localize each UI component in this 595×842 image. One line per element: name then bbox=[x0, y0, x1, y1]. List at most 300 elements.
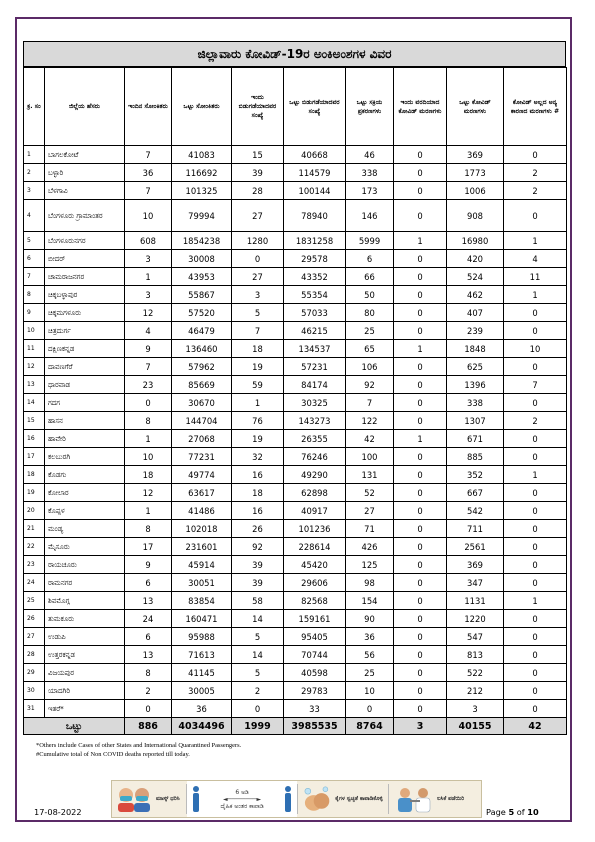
cell-today-cases: 7 bbox=[125, 182, 172, 200]
cell-non-covid-deaths: 2 bbox=[504, 412, 567, 430]
vaccination-icon bbox=[393, 785, 433, 813]
cell-total-cases: 144704 bbox=[172, 412, 232, 430]
table-row bbox=[24, 538, 567, 556]
cell-today-cases: 608 bbox=[125, 232, 172, 250]
cell-total-deaths: 347 bbox=[447, 574, 504, 592]
table-row bbox=[24, 448, 567, 466]
table-row bbox=[24, 502, 567, 520]
cell-sno: 20 bbox=[24, 502, 45, 520]
cell-active: 125 bbox=[346, 556, 394, 574]
cell-today-discharged: 27 bbox=[232, 268, 284, 286]
cell-sno: 15 bbox=[24, 412, 45, 430]
cell-active: 154 bbox=[346, 592, 394, 610]
person-left-icon bbox=[191, 785, 201, 813]
cell-today-cases: 8 bbox=[125, 520, 172, 538]
cell-today-discharged: 5 bbox=[232, 304, 284, 322]
cell-total-discharged: 84174 bbox=[284, 376, 346, 394]
cell-active: 98 bbox=[346, 574, 394, 592]
cell-sno: 7 bbox=[24, 268, 45, 286]
cell-district: ಕಲಬುರಗಿ bbox=[45, 448, 125, 466]
cell-today-discharged: 14 bbox=[232, 646, 284, 664]
cell-total-deaths: 1307 bbox=[447, 412, 504, 430]
cell-total-cases: 30051 bbox=[172, 574, 232, 592]
cell-active: 146 bbox=[346, 200, 394, 232]
cell-total-cases: 30005 bbox=[172, 682, 232, 700]
cell-active: 100 bbox=[346, 448, 394, 466]
table-row bbox=[24, 394, 567, 412]
cell-today-discharged: 15 bbox=[232, 146, 284, 164]
cell-total-discharged: 40917 bbox=[284, 502, 346, 520]
cell-non-covid-deaths: 1 bbox=[504, 232, 567, 250]
cell-total-discharged: 78940 bbox=[284, 200, 346, 232]
cell-district: ಬೆಳಗಾವಿ bbox=[45, 182, 125, 200]
cell-today-deaths: 0 bbox=[394, 466, 447, 484]
cell-district: ಹಾಸನ bbox=[45, 412, 125, 430]
cell-total-discharged: 228614 bbox=[284, 538, 346, 556]
cell-today-cases: 3 bbox=[125, 250, 172, 268]
cell-today-cases: 12 bbox=[125, 304, 172, 322]
cell-total-discharged: 29578 bbox=[284, 250, 346, 268]
cell-total-deaths: 1006 bbox=[447, 182, 504, 200]
cell-today-deaths: 0 bbox=[394, 574, 447, 592]
cell-today-cases: 0 bbox=[125, 394, 172, 412]
cell-non-covid-deaths: 11 bbox=[504, 268, 567, 286]
cell-today-discharged: 92 bbox=[232, 538, 284, 556]
table-row bbox=[24, 430, 567, 448]
cell-sno: 31 bbox=[24, 700, 45, 718]
banner-mask-section bbox=[112, 781, 186, 817]
cell-today-cases: 7 bbox=[125, 358, 172, 376]
cell-today-discharged: 26 bbox=[232, 520, 284, 538]
cell-non-covid-deaths: 0 bbox=[504, 664, 567, 682]
cell-non-covid-deaths: 1 bbox=[504, 466, 567, 484]
cell-today-deaths: 0 bbox=[394, 268, 447, 286]
total-total-deaths: 40155 bbox=[447, 718, 504, 735]
header-active: ಒಟ್ಟು ಸಕ್ರಿಯ ಪ್ರಕರಣಗಳು bbox=[346, 68, 394, 146]
cell-district: ಬಾಗಲಕೋಟೆ bbox=[45, 146, 125, 164]
cell-non-covid-deaths: 0 bbox=[504, 146, 567, 164]
cell-total-cases: 27068 bbox=[172, 430, 232, 448]
cell-active: 5999 bbox=[346, 232, 394, 250]
cell-total-cases: 1854238 bbox=[172, 232, 232, 250]
cell-total-discharged: 57033 bbox=[284, 304, 346, 322]
cell-district: ವಿಜಯಪುರ bbox=[45, 664, 125, 682]
cell-total-cases: 57520 bbox=[172, 304, 232, 322]
cell-total-cases: 30008 bbox=[172, 250, 232, 268]
cell-total-deaths: 338 bbox=[447, 394, 504, 412]
cell-sno: 13 bbox=[24, 376, 45, 394]
cell-total-cases: 77231 bbox=[172, 448, 232, 466]
report-date: 17-08-2022 bbox=[34, 807, 82, 817]
cell-today-cases: 7 bbox=[125, 146, 172, 164]
cell-sno: 11 bbox=[24, 340, 45, 358]
cell-district: ಇತರೆ* bbox=[45, 700, 125, 718]
cell-active: 52 bbox=[346, 484, 394, 502]
table-header-row bbox=[24, 68, 567, 146]
cell-today-deaths: 0 bbox=[394, 700, 447, 718]
banner-distance-section bbox=[187, 781, 297, 817]
cell-total-deaths: 420 bbox=[447, 250, 504, 268]
cell-active: 80 bbox=[346, 304, 394, 322]
cell-today-discharged: 59 bbox=[232, 376, 284, 394]
cell-active: 173 bbox=[346, 182, 394, 200]
cell-today-discharged: 5 bbox=[232, 664, 284, 682]
cell-total-discharged: 62898 bbox=[284, 484, 346, 502]
cell-total-deaths: 212 bbox=[447, 682, 504, 700]
header-total-cases: ಒಟ್ಟು ಸೋಂಕಿತರು bbox=[172, 68, 232, 146]
cell-non-covid-deaths: 4 bbox=[504, 250, 567, 268]
cell-today-cases: 18 bbox=[125, 466, 172, 484]
cell-total-cases: 136460 bbox=[172, 340, 232, 358]
cell-total-discharged: 46215 bbox=[284, 322, 346, 340]
total-total-discharged: 3985535 bbox=[284, 718, 346, 735]
cell-total-cases: 49774 bbox=[172, 466, 232, 484]
cell-today-cases: 12 bbox=[125, 484, 172, 502]
cell-non-covid-deaths: 1 bbox=[504, 592, 567, 610]
cell-non-covid-deaths: 0 bbox=[504, 502, 567, 520]
cell-today-cases: 23 bbox=[125, 376, 172, 394]
cell-total-deaths: 1773 bbox=[447, 164, 504, 182]
table-row bbox=[24, 682, 567, 700]
cell-total-discharged: 30325 bbox=[284, 394, 346, 412]
cell-active: 66 bbox=[346, 268, 394, 286]
footnotes bbox=[36, 741, 241, 759]
cell-sno: 10 bbox=[24, 322, 45, 340]
cell-non-covid-deaths: 0 bbox=[504, 322, 567, 340]
cell-today-cases: 2 bbox=[125, 682, 172, 700]
cell-non-covid-deaths: 0 bbox=[504, 700, 567, 718]
cell-district: ಬಳ್ಳಾರಿ bbox=[45, 164, 125, 182]
cell-today-cases: 8 bbox=[125, 664, 172, 682]
cell-district: ಮೈಸೂರು bbox=[45, 538, 125, 556]
cell-non-covid-deaths: 1 bbox=[504, 286, 567, 304]
cell-today-deaths: 0 bbox=[394, 520, 447, 538]
cell-active: 338 bbox=[346, 164, 394, 182]
header-sno: ಕ್ರ. ಸಂ bbox=[24, 68, 45, 146]
cell-sno: 17 bbox=[24, 448, 45, 466]
cell-today-deaths: 1 bbox=[394, 430, 447, 448]
cell-non-covid-deaths: 0 bbox=[504, 538, 567, 556]
cell-active: 50 bbox=[346, 286, 394, 304]
cell-total-cases: 63617 bbox=[172, 484, 232, 502]
cell-active: 90 bbox=[346, 610, 394, 628]
cell-today-cases: 1 bbox=[125, 502, 172, 520]
cell-district: ಗದಗ bbox=[45, 394, 125, 412]
cell-today-deaths: 0 bbox=[394, 502, 447, 520]
table-row bbox=[24, 164, 567, 182]
table-row bbox=[24, 200, 567, 232]
total-today-deaths: 3 bbox=[394, 718, 447, 735]
cell-non-covid-deaths: 10 bbox=[504, 340, 567, 358]
cell-active: 25 bbox=[346, 664, 394, 682]
table-row bbox=[24, 484, 567, 502]
banner-wash-label: ಕೈಗಳ ಸ್ವಚ್ಛತೆ ಕಾಪಾಡಿಕೊಳ್ಳಿ bbox=[335, 795, 383, 802]
cell-today-deaths: 0 bbox=[394, 376, 447, 394]
page-number bbox=[486, 807, 539, 817]
cell-total-deaths: 885 bbox=[447, 448, 504, 466]
cell-active: 6 bbox=[346, 250, 394, 268]
cell-total-discharged: 143273 bbox=[284, 412, 346, 430]
cell-today-cases: 1 bbox=[125, 268, 172, 286]
cell-today-cases: 4 bbox=[125, 322, 172, 340]
cell-sno: 4 bbox=[24, 200, 45, 232]
cell-total-deaths: 3 bbox=[447, 700, 504, 718]
cell-total-discharged: 159161 bbox=[284, 610, 346, 628]
cell-active: 46 bbox=[346, 146, 394, 164]
cell-total-deaths: 671 bbox=[447, 430, 504, 448]
table-row bbox=[24, 322, 567, 340]
cell-total-cases: 57962 bbox=[172, 358, 232, 376]
district-covid-table bbox=[23, 67, 567, 735]
cell-total-deaths: 1220 bbox=[447, 610, 504, 628]
cell-today-discharged: 39 bbox=[232, 164, 284, 182]
cell-today-cases: 0 bbox=[125, 700, 172, 718]
cell-total-discharged: 29783 bbox=[284, 682, 346, 700]
cell-non-covid-deaths: 0 bbox=[504, 448, 567, 466]
cell-non-covid-deaths: 0 bbox=[504, 556, 567, 574]
banner-distance-bottom: ದೈಹಿಕ ಅಂತರ ಕಾಪಾಡಿ bbox=[220, 802, 264, 810]
cell-today-cases: 6 bbox=[125, 574, 172, 592]
cell-district: ಚಿಕ್ಕಮಗಳೂರು bbox=[45, 304, 125, 322]
cell-total-discharged: 43352 bbox=[284, 268, 346, 286]
cell-today-discharged: 7 bbox=[232, 322, 284, 340]
cell-district: ಕೊಡಗು bbox=[45, 466, 125, 484]
banner-distance-top: 6 ಅಡಿ bbox=[235, 788, 249, 796]
cell-today-discharged: 27 bbox=[232, 200, 284, 232]
cell-non-covid-deaths: 0 bbox=[504, 574, 567, 592]
cell-today-deaths: 0 bbox=[394, 448, 447, 466]
cell-sno: 24 bbox=[24, 574, 45, 592]
cell-today-deaths: 0 bbox=[394, 358, 447, 376]
cell-today-discharged: 19 bbox=[232, 430, 284, 448]
cell-district: ಮಂಡ್ಯ bbox=[45, 520, 125, 538]
cell-today-deaths: 0 bbox=[394, 592, 447, 610]
cell-today-deaths: 0 bbox=[394, 538, 447, 556]
header-non-covid-deaths: ಕೋವಿಡ್ ಅಲ್ಲದ ಅನ್ಯ ಕಾರಣದ ಮರಣಗಳು # bbox=[504, 68, 567, 146]
cell-active: 131 bbox=[346, 466, 394, 484]
page-current: 5 bbox=[508, 807, 515, 817]
banner-mask-label: ಮಾಸ್ಕ್ ಧರಿಸಿ bbox=[156, 795, 180, 802]
cell-total-deaths: 625 bbox=[447, 358, 504, 376]
table-row bbox=[24, 412, 567, 430]
cell-today-deaths: 1 bbox=[394, 232, 447, 250]
cell-today-discharged: 1280 bbox=[232, 232, 284, 250]
cell-total-deaths: 407 bbox=[447, 304, 504, 322]
cell-today-cases: 13 bbox=[125, 592, 172, 610]
table-row bbox=[24, 592, 567, 610]
cell-today-discharged: 16 bbox=[232, 502, 284, 520]
cell-total-cases: 85669 bbox=[172, 376, 232, 394]
cell-district: ಬೀದರ್ bbox=[45, 250, 125, 268]
total-today-cases: 886 bbox=[125, 718, 172, 735]
cell-today-cases: 6 bbox=[125, 628, 172, 646]
cell-non-covid-deaths: 0 bbox=[504, 610, 567, 628]
footnote-others: *Others include Cases of other States and International Quarantined Passengers. bbox=[36, 742, 242, 749]
cell-sno: 19 bbox=[24, 484, 45, 502]
cell-district: ರಾಯಚೂರು bbox=[45, 556, 125, 574]
cell-total-cases: 116692 bbox=[172, 164, 232, 182]
table-row bbox=[24, 466, 567, 484]
cell-district: ಹಾವೇರಿ bbox=[45, 430, 125, 448]
cell-sno: 25 bbox=[24, 592, 45, 610]
cell-total-cases: 79994 bbox=[172, 200, 232, 232]
cell-today-deaths: 0 bbox=[394, 146, 447, 164]
header-today-deaths: ಇಂದು ವರದಿಯಾದ ಕೋವಿಡ್ ಮರಣಗಳು bbox=[394, 68, 447, 146]
cell-district: ರಾಮನಗರ bbox=[45, 574, 125, 592]
cell-active: 65 bbox=[346, 340, 394, 358]
cell-non-covid-deaths: 0 bbox=[504, 358, 567, 376]
table-row bbox=[24, 358, 567, 376]
cell-sno: 18 bbox=[24, 466, 45, 484]
report-title: ಜಿಲ್ಲಾವಾರು ಕೋವಿಡ್-19ರ ಅಂಕಿಅಂಶಗಳ ವಿವರ bbox=[23, 41, 566, 67]
cell-today-discharged: 0 bbox=[232, 250, 284, 268]
total-today-discharged: 1999 bbox=[232, 718, 284, 735]
cell-total-discharged: 95405 bbox=[284, 628, 346, 646]
cell-today-discharged: 39 bbox=[232, 556, 284, 574]
cell-sno: 5 bbox=[24, 232, 45, 250]
cell-district: ಯಾದಗಿರಿ bbox=[45, 682, 125, 700]
table-row bbox=[24, 340, 567, 358]
person-right-icon bbox=[283, 785, 293, 813]
cell-today-cases: 36 bbox=[125, 164, 172, 182]
cell-district: ದಕ್ಷಿಣಕನ್ನಡ bbox=[45, 340, 125, 358]
header-district: ಜಿಲ್ಲೆಯ ಹೆಸರು bbox=[45, 68, 125, 146]
cell-total-deaths: 524 bbox=[447, 268, 504, 286]
cell-sno: 14 bbox=[24, 394, 45, 412]
total-label: ಒಟ್ಟು bbox=[24, 718, 125, 735]
table-row bbox=[24, 376, 567, 394]
cell-today-deaths: 1 bbox=[394, 340, 447, 358]
cell-total-deaths: 352 bbox=[447, 466, 504, 484]
cell-sno: 22 bbox=[24, 538, 45, 556]
cell-total-deaths: 16980 bbox=[447, 232, 504, 250]
page-of: of bbox=[514, 807, 528, 817]
cell-sno: 1 bbox=[24, 146, 45, 164]
table-row bbox=[24, 664, 567, 682]
cell-active: 56 bbox=[346, 646, 394, 664]
cell-active: 36 bbox=[346, 628, 394, 646]
cell-active: 122 bbox=[346, 412, 394, 430]
cell-district: ಚಿತ್ರದುರ್ಗ bbox=[45, 322, 125, 340]
table-row bbox=[24, 574, 567, 592]
cell-today-discharged: 19 bbox=[232, 358, 284, 376]
cell-non-covid-deaths: 0 bbox=[504, 394, 567, 412]
cell-total-discharged: 57231 bbox=[284, 358, 346, 376]
cell-today-discharged: 2 bbox=[232, 682, 284, 700]
cell-total-deaths: 1131 bbox=[447, 592, 504, 610]
cell-today-discharged: 39 bbox=[232, 574, 284, 592]
page-prefix: Page bbox=[486, 807, 509, 817]
cell-today-cases: 8 bbox=[125, 412, 172, 430]
cell-non-covid-deaths: 0 bbox=[504, 484, 567, 502]
cell-total-deaths: 1396 bbox=[447, 376, 504, 394]
page-total: 10 bbox=[527, 807, 539, 817]
cell-non-covid-deaths: 0 bbox=[504, 304, 567, 322]
cell-today-deaths: 0 bbox=[394, 610, 447, 628]
footnote-non-covid: #Cumulative total of Non COVID deaths reported till today. bbox=[36, 751, 190, 758]
total-active: 8764 bbox=[346, 718, 394, 735]
cell-total-deaths: 667 bbox=[447, 484, 504, 502]
cell-total-cases: 36 bbox=[172, 700, 232, 718]
cell-today-deaths: 0 bbox=[394, 304, 447, 322]
cell-today-deaths: 0 bbox=[394, 200, 447, 232]
cell-total-cases: 83854 bbox=[172, 592, 232, 610]
cell-total-cases: 160471 bbox=[172, 610, 232, 628]
cell-non-covid-deaths: 0 bbox=[504, 520, 567, 538]
cell-total-cases: 101325 bbox=[172, 182, 232, 200]
cell-sno: 16 bbox=[24, 430, 45, 448]
cell-active: 71 bbox=[346, 520, 394, 538]
cell-total-deaths: 239 bbox=[447, 322, 504, 340]
cell-today-deaths: 0 bbox=[394, 646, 447, 664]
cell-total-deaths: 369 bbox=[447, 556, 504, 574]
distance-arrow-icon: ◄────────► bbox=[223, 795, 262, 803]
cell-total-cases: 231601 bbox=[172, 538, 232, 556]
cell-today-discharged: 5 bbox=[232, 628, 284, 646]
cell-today-discharged: 16 bbox=[232, 466, 284, 484]
cell-non-covid-deaths: 0 bbox=[504, 628, 567, 646]
cell-total-deaths: 1848 bbox=[447, 340, 504, 358]
cell-non-covid-deaths: 7 bbox=[504, 376, 567, 394]
cell-today-discharged: 32 bbox=[232, 448, 284, 466]
table-row bbox=[24, 556, 567, 574]
cell-today-cases: 9 bbox=[125, 340, 172, 358]
hand-wash-icon bbox=[302, 785, 331, 813]
cell-sno: 29 bbox=[24, 664, 45, 682]
table-row bbox=[24, 250, 567, 268]
cell-total-cases: 41083 bbox=[172, 146, 232, 164]
cell-total-discharged: 134537 bbox=[284, 340, 346, 358]
cell-today-cases: 9 bbox=[125, 556, 172, 574]
cell-today-cases: 10 bbox=[125, 200, 172, 232]
cell-sno: 9 bbox=[24, 304, 45, 322]
cell-today-deaths: 0 bbox=[394, 412, 447, 430]
banner-vaccine-section bbox=[389, 781, 481, 817]
banner-vaccine-label: ಲಸಿಕೆ ಪಡೆಯಿರಿ bbox=[436, 795, 465, 802]
cell-active: 426 bbox=[346, 538, 394, 556]
cell-total-discharged: 100144 bbox=[284, 182, 346, 200]
cell-today-discharged: 76 bbox=[232, 412, 284, 430]
cell-today-cases: 10 bbox=[125, 448, 172, 466]
cell-today-cases: 24 bbox=[125, 610, 172, 628]
cell-total-cases: 41486 bbox=[172, 502, 232, 520]
cell-sno: 21 bbox=[24, 520, 45, 538]
cell-total-deaths: 547 bbox=[447, 628, 504, 646]
cell-total-discharged: 114579 bbox=[284, 164, 346, 182]
cell-district: ಉಡುಪಿ bbox=[45, 628, 125, 646]
cell-sno: 8 bbox=[24, 286, 45, 304]
cell-today-deaths: 0 bbox=[394, 182, 447, 200]
cell-today-discharged: 18 bbox=[232, 484, 284, 502]
cell-total-cases: 55867 bbox=[172, 286, 232, 304]
table-row bbox=[24, 182, 567, 200]
cell-total-deaths: 542 bbox=[447, 502, 504, 520]
cell-active: 92 bbox=[346, 376, 394, 394]
table-row bbox=[24, 232, 567, 250]
cell-total-discharged: 29606 bbox=[284, 574, 346, 592]
cell-today-deaths: 0 bbox=[394, 394, 447, 412]
table-row bbox=[24, 646, 567, 664]
cell-today-cases: 17 bbox=[125, 538, 172, 556]
header-today-cases: ಇಂದಿನ ಸೋಂಕಿತರು bbox=[125, 68, 172, 146]
cell-sno: 2 bbox=[24, 164, 45, 182]
cell-total-discharged: 26355 bbox=[284, 430, 346, 448]
banner-wash-section bbox=[298, 781, 388, 817]
cell-sno: 26 bbox=[24, 610, 45, 628]
cell-today-deaths: 0 bbox=[394, 164, 447, 182]
cell-sno: 30 bbox=[24, 682, 45, 700]
cell-today-deaths: 0 bbox=[394, 664, 447, 682]
